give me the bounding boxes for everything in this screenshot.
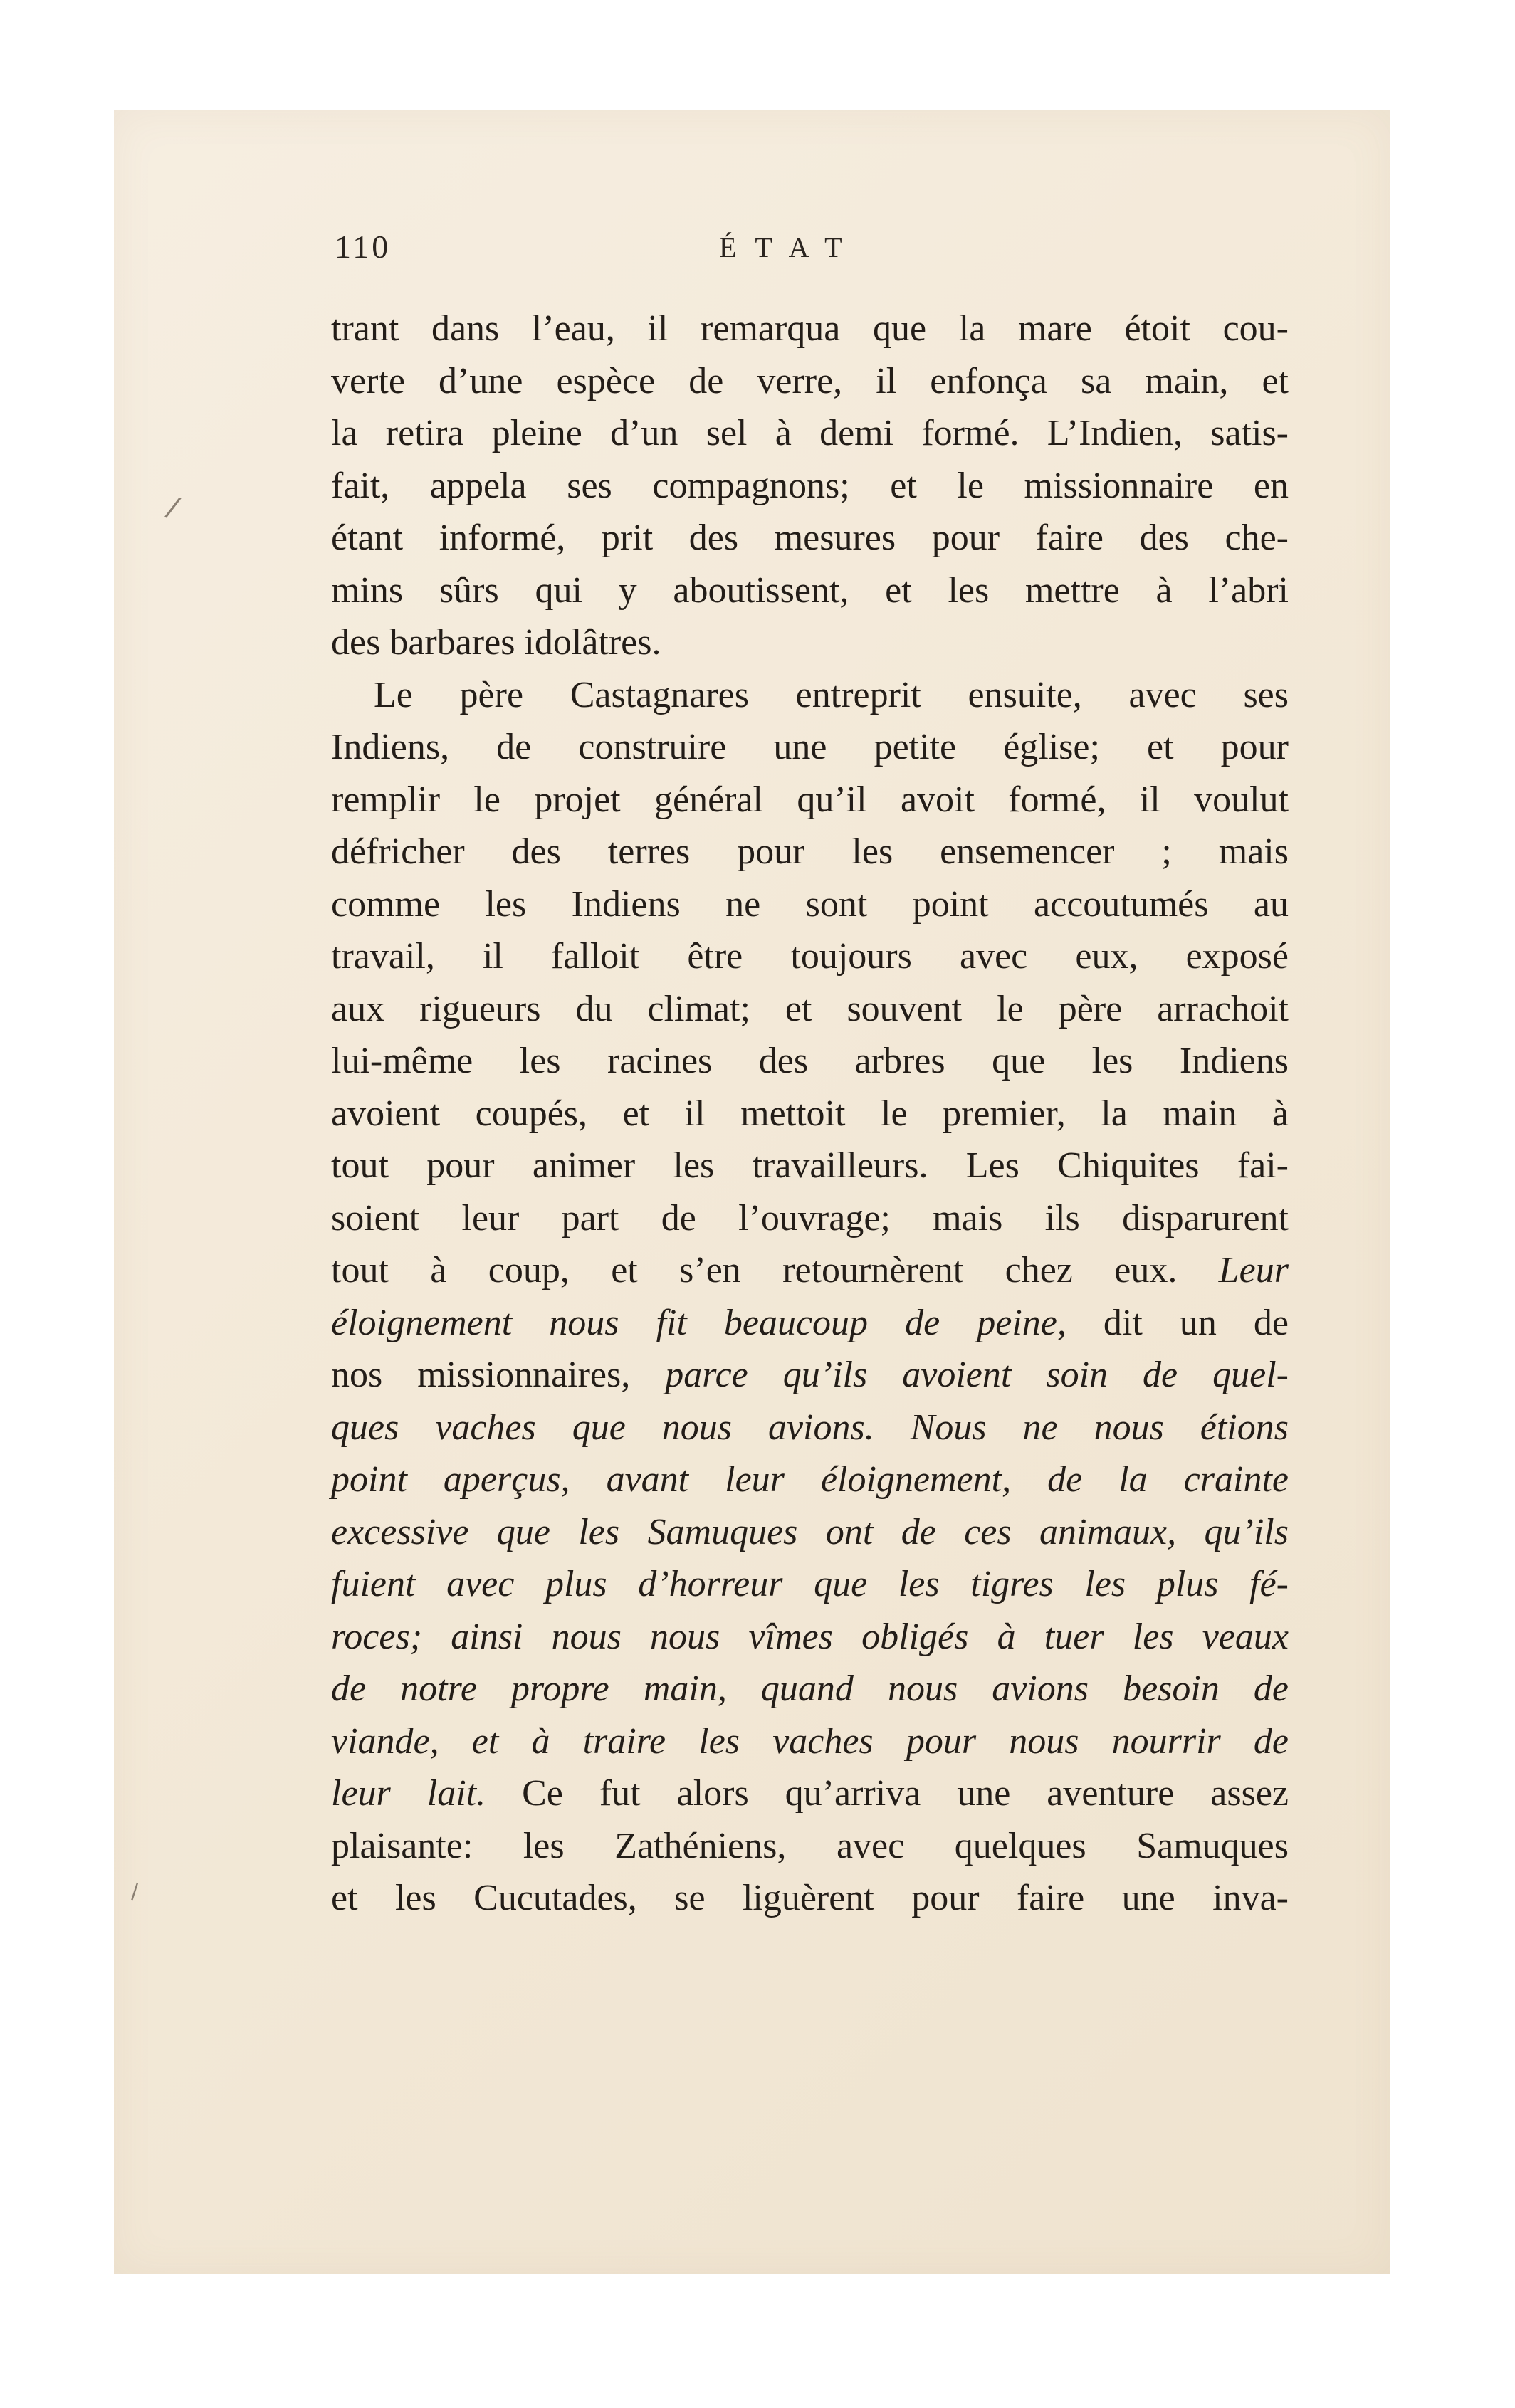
text-line: aux rigueurs du climat; et souvent le père arrachoit	[331, 988, 1289, 1029]
text-line: verte d’une espèce de verre, il enfonça sa main, et	[331, 360, 1289, 401]
text-line: la retira pleine d’un sel à demi formé. L’Indien, satis-	[331, 413, 1289, 453]
text-line: et les Cucutades, se liguèrent pour faire une inva-	[331, 1878, 1289, 1918]
text-line: des barbares idolâtres.	[331, 622, 661, 663]
text-roman: dit un de	[1066, 1302, 1289, 1343]
text-line: travail, il falloit être toujours avec eux, exposé	[331, 936, 1289, 977]
page-body	[331, 303, 1289, 1925]
text-line: fuient avec plus d’horreur que les tigres les plus fé-	[331, 1564, 1289, 1604]
text-roman: tout à coup, et s’en retournèrent chez eux.	[331, 1250, 1219, 1290]
text-line: point aperçus, avant leur éloignement, de la crainte	[331, 1459, 1289, 1500]
running-head: ÉTAT	[719, 231, 861, 263]
page-header	[335, 228, 1289, 270]
text-line: roces; ainsi nous nous vîmes obligés à tuer les veaux	[331, 1616, 1289, 1657]
text-line: fait, appela ses compagnons; et le missionnaire en	[331, 465, 1289, 506]
text-italic: éloignement nous fit beaucoup de peine,	[331, 1302, 1066, 1343]
text-line: Le père Castagnares entreprit ensuite, avec ses	[374, 674, 1289, 715]
text-line: défricher des terres pour les ensemencer ; mais	[331, 831, 1289, 872]
text-italic: parce qu’ils avoient soin de quel-	[665, 1355, 1289, 1395]
text-line: lui-même les racines des arbres que les Indiens	[331, 1041, 1289, 1081]
text-italic: leur lait.	[331, 1773, 486, 1814]
text-line: Indiens, de construire une petite église; et pour	[331, 727, 1289, 767]
text-line	[331, 1349, 1289, 1402]
text-line	[331, 1244, 1289, 1297]
text-line	[331, 1297, 1289, 1350]
text-line: mins sûrs qui y aboutissent, et les mettre à l’abri	[331, 569, 1289, 611]
text-line: trant dans l’eau, il remarqua que la mare étoit cou-	[331, 308, 1289, 349]
text-line: comme les Indiens ne sont point accoutumés au	[331, 883, 1289, 925]
text-line: viande, et à traire les vaches pour nous nourrir de	[331, 1720, 1289, 1762]
text-line: tout pour animer les travailleurs. Les Chiquites fai-	[331, 1145, 1289, 1186]
text-line: ques vaches que nous avions. Nous ne nous étions	[331, 1407, 1289, 1448]
text-roman: Ce fut alors qu’arriva une aventure assez	[486, 1773, 1289, 1814]
text-roman: nos missionnaires,	[331, 1355, 666, 1395]
text-line: soient leur part de l’ouvrage; mais ils disparurent	[331, 1197, 1289, 1239]
text-line	[331, 1767, 1289, 1820]
text-line: remplir le projet général qu’il avoit formé, il voulut	[331, 779, 1289, 820]
text-line: étant informé, prit des mesures pour faire des che-	[331, 517, 1289, 558]
page-number: 110	[335, 228, 392, 265]
text-italic: Leur	[1218, 1250, 1289, 1290]
text-line: plaisante: les Zathéniens, avec quelques Samuques	[331, 1825, 1289, 1866]
margin-mark: \	[124, 1879, 145, 1904]
text-line: avoient coupés, et il mettoit le premier, la main à	[331, 1093, 1289, 1134]
margin-mark: /	[162, 490, 183, 525]
text-line: excessive que les Samuques ont de ces animaux, qu’ils	[331, 1511, 1289, 1552]
text-line: de notre propre main, quand nous avions besoin de	[331, 1668, 1289, 1709]
